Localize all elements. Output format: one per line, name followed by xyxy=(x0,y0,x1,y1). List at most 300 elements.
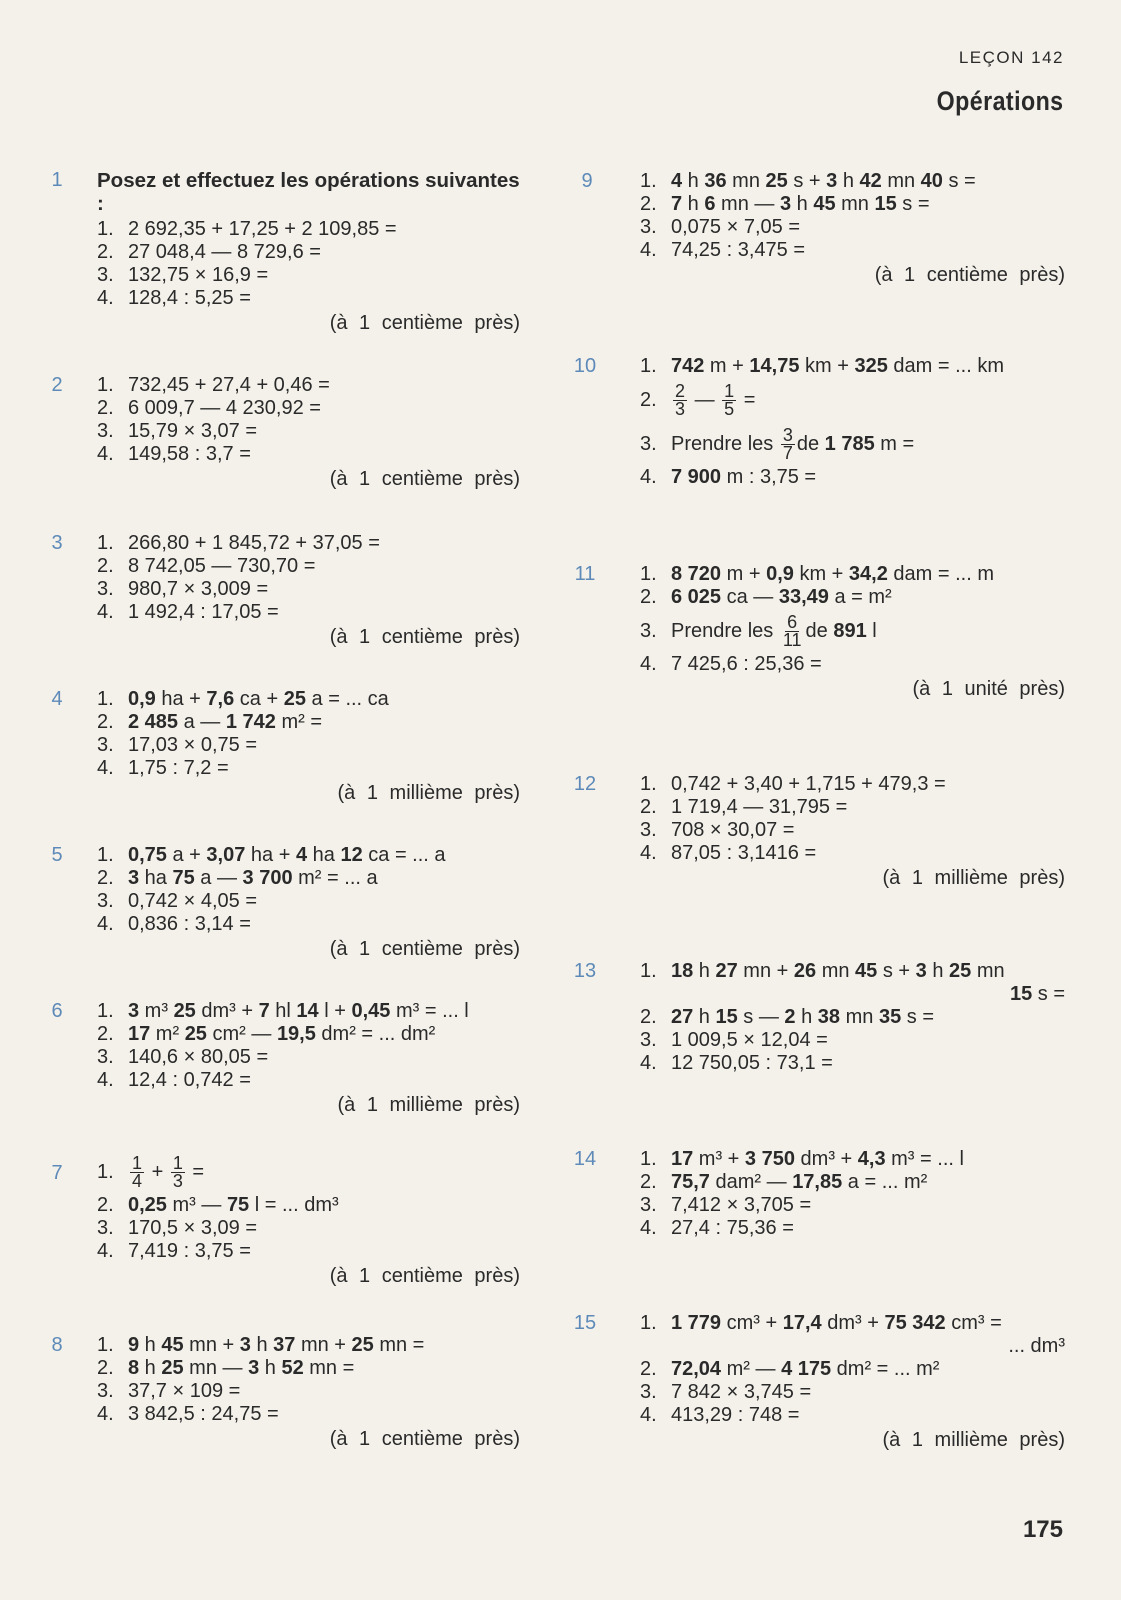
bold-value: 45 xyxy=(855,960,878,982)
operation-text xyxy=(128,1403,279,1426)
text-segment: a = ... ca xyxy=(305,688,389,710)
exercise-number: 14 xyxy=(573,1148,597,1170)
bold-value: 75 xyxy=(172,867,195,889)
line-index: 3. xyxy=(640,1029,657,1051)
exercise-number: 6 xyxy=(51,1000,63,1022)
operation-line xyxy=(97,532,520,555)
operation-line xyxy=(97,1046,520,1069)
exercise-12 xyxy=(573,773,1065,890)
bold-value: 8 xyxy=(128,1357,140,1379)
operation-text xyxy=(128,1334,424,1357)
text-segment: m : 3,75 = xyxy=(721,466,817,488)
fraction: $\frac{3}{7}$ xyxy=(782,425,793,464)
operation-text xyxy=(128,1380,240,1403)
text-segment: 74,25 : 3,475 = xyxy=(671,239,806,261)
operation-line xyxy=(97,578,520,601)
exercise-10 xyxy=(573,355,1065,489)
text-segment: ... dm³ xyxy=(1008,1335,1065,1357)
operation-text xyxy=(128,443,251,466)
operation-text xyxy=(671,1148,964,1171)
text-segment: 1 492,4 : 17,05 = xyxy=(128,601,279,623)
operation-text xyxy=(671,239,805,262)
precision-note: (à 1 millième près) xyxy=(337,782,520,804)
line-index: 1. xyxy=(97,1334,114,1356)
operation-text xyxy=(671,1006,934,1029)
exercise-instruction: Posez et effectuez les opérations suivantes : xyxy=(97,169,520,215)
operation-line xyxy=(97,1240,520,1263)
text-segment: 8 742,05 — 730,70 = xyxy=(128,555,316,577)
text-segment: h xyxy=(795,1006,818,1028)
bold-value: 0,25 xyxy=(128,1194,167,1216)
text-segment: s — xyxy=(737,1006,785,1028)
bold-value: 42 xyxy=(859,170,882,192)
bold-value: 75,7 xyxy=(671,1171,710,1193)
line-index: 4. xyxy=(97,757,114,779)
text-segment: dm³ + xyxy=(195,1000,259,1022)
operation-text xyxy=(671,773,946,796)
text-segment: ha xyxy=(307,844,341,866)
line-index: 2. xyxy=(640,1358,657,1380)
text-segment: dm² = ... m² xyxy=(831,1358,940,1380)
operation-line xyxy=(97,688,520,711)
bold-value: 14 xyxy=(296,1000,319,1022)
line-index: 2. xyxy=(640,796,657,818)
text-segment: 732,45 + 27,4 + 0,46 = xyxy=(128,374,330,396)
operation-line xyxy=(640,170,1065,193)
exercise-6 xyxy=(51,1000,520,1117)
operation-text xyxy=(128,711,322,734)
operation-text xyxy=(128,688,389,711)
operation-line xyxy=(97,890,520,913)
line-index: 3. xyxy=(97,734,114,756)
bold-value: 17,85 xyxy=(792,1171,843,1193)
text-segment: s = xyxy=(901,1006,934,1028)
operation-text xyxy=(671,1358,939,1381)
exercise-8 xyxy=(51,1334,520,1451)
bold-value: 6 025 xyxy=(671,586,722,608)
operation-line xyxy=(640,1404,1065,1427)
text-segment: m + xyxy=(704,355,750,377)
text-segment: l + xyxy=(318,1000,352,1022)
line-index: 2. xyxy=(97,1023,114,1045)
operation-line xyxy=(97,1334,520,1357)
operation-line xyxy=(97,867,520,890)
line-index: 4. xyxy=(97,913,114,935)
line-index: 3. xyxy=(640,1194,657,1216)
text-segment: 132,75 × 16,9 = xyxy=(128,264,269,286)
text-segment: 1 009,5 × 12,04 = xyxy=(671,1029,828,1051)
operation-text xyxy=(128,867,378,890)
line-index: 3. xyxy=(640,1381,657,1403)
text-segment: 7 425,6 : 25,36 = xyxy=(671,653,822,675)
text-segment: 3 842,5 : 24,75 = xyxy=(128,1403,279,1425)
line-index: 2. xyxy=(97,867,114,889)
bold-value: 8 720 xyxy=(671,563,722,585)
operation-text xyxy=(671,466,816,489)
bold-value: 18 xyxy=(671,960,694,982)
operation-text xyxy=(671,355,1004,378)
exercise-number: 7 xyxy=(51,1162,63,1184)
bold-value: 0,75 xyxy=(128,844,167,866)
bold-value: 17 xyxy=(128,1023,151,1045)
bold-value: 12 xyxy=(340,844,363,866)
lesson-label: LEÇON 142 xyxy=(958,48,1064,67)
line-index: 3. xyxy=(97,1380,114,1402)
operation-line xyxy=(97,264,520,287)
text-segment: h xyxy=(791,193,814,215)
text-segment: h xyxy=(682,193,705,215)
operation-line xyxy=(97,1023,520,1046)
precision-note: (à 1 centième près) xyxy=(329,626,520,648)
text-segment: mn xyxy=(816,960,856,982)
operation-text xyxy=(128,264,268,287)
operation-line xyxy=(640,1358,1065,1381)
bold-value: 3 xyxy=(826,170,838,192)
bold-value: 19,5 xyxy=(276,1023,316,1045)
operation-text xyxy=(128,287,251,310)
text-segment: hl xyxy=(269,1000,297,1022)
exercise-4 xyxy=(51,688,520,805)
text-segment: 149,58 : 3,7 = xyxy=(128,443,251,465)
operation-line xyxy=(97,555,520,578)
text-segment: 12,4 : 0,742 = xyxy=(128,1069,251,1091)
text-segment: ca + xyxy=(234,688,284,710)
text-segment: dm³ + xyxy=(821,1312,885,1334)
operation-text xyxy=(128,241,321,264)
operation-line xyxy=(97,734,520,757)
operation-line xyxy=(97,287,520,310)
precision-note: (à 1 millième près) xyxy=(882,1429,1065,1451)
text-segment: 7,419 : 3,75 = xyxy=(128,1240,251,1262)
text-segment: mn = xyxy=(373,1334,425,1356)
text-segment: m³ = ... l xyxy=(390,1000,469,1022)
bold-value: 3 xyxy=(128,867,140,889)
text-segment: s = xyxy=(942,170,976,192)
exercise-number: 10 xyxy=(573,355,597,377)
text-segment: 17,03 × 0,75 = xyxy=(128,734,258,756)
bold-value: 4,3 xyxy=(857,1148,886,1170)
exercise-number: 4 xyxy=(51,688,63,710)
text-segment: 266,80 + 1 845,72 + 37,05 = xyxy=(128,532,380,554)
line-index: 3. xyxy=(640,819,657,841)
operation-line xyxy=(97,420,520,443)
line-index: 1. xyxy=(97,218,114,240)
operation-line xyxy=(640,239,1065,262)
text-segment: m³ + xyxy=(693,1148,745,1170)
precision-note: (à 1 millième près) xyxy=(337,1094,520,1116)
text-segment: mn xyxy=(835,193,875,215)
text-segment: mn — xyxy=(715,193,780,215)
text-segment: 170,5 × 3,09 = xyxy=(128,1217,258,1239)
operation-text xyxy=(128,578,268,601)
line-index: 4. xyxy=(97,1069,114,1091)
text-segment: 7,412 × 3,705 = xyxy=(671,1194,812,1216)
operation-line xyxy=(640,842,1065,865)
text-segment: 6 009,7 — 4 230,92 = xyxy=(128,397,321,419)
text-segment: h xyxy=(250,1334,274,1356)
exercise-7 xyxy=(51,1150,520,1288)
exercise-5 xyxy=(51,844,520,961)
operation-text xyxy=(128,397,321,420)
operation-line: 3. Prendre les $\frac{3}{7}$ de 1 785 m = xyxy=(640,422,1065,466)
text-segment: 37,7 × 109 = xyxy=(128,1380,241,1402)
text-segment: 1 719,4 — 31,795 = xyxy=(671,796,848,818)
text-segment: mn — xyxy=(183,1357,249,1379)
exercise-number: 9 xyxy=(581,170,593,192)
line-index: 3. xyxy=(640,433,657,455)
bold-value: 25 xyxy=(161,1357,184,1379)
bold-value: 14,75 xyxy=(749,355,800,377)
line-index: 2. xyxy=(97,1357,114,1379)
operation-text xyxy=(671,796,847,819)
bold-value: 3 700 xyxy=(242,867,293,889)
operation-text xyxy=(671,842,816,865)
bold-value: 25 xyxy=(173,1000,196,1022)
bold-value: 52 xyxy=(281,1357,304,1379)
precision-note: (à 1 centième près) xyxy=(874,264,1065,286)
exercise-number: 12 xyxy=(573,773,597,795)
operation-text xyxy=(128,1217,257,1240)
exercise-number: 11 xyxy=(574,563,596,585)
text-segment: km + xyxy=(799,355,855,377)
text-segment: 0,742 × 4,05 = xyxy=(128,890,258,912)
operation-line xyxy=(640,563,1065,586)
operation-text xyxy=(671,653,822,676)
operation-text xyxy=(671,1171,927,1194)
exercise-9 xyxy=(581,170,1065,287)
exercise-13 xyxy=(573,960,1065,1075)
fraction: $\frac{2}{3}$ xyxy=(675,381,686,420)
text-segment: dm² = ... dm² xyxy=(315,1023,436,1045)
line-continuation xyxy=(640,983,1065,1006)
bold-value: 25 xyxy=(949,960,972,982)
operation-text xyxy=(128,1357,354,1380)
line-index: 4. xyxy=(640,1052,657,1074)
line-index: 1. xyxy=(97,1161,114,1183)
operation-line: 2. $\frac{2}{3}$ — $\frac{1}{5}$ = xyxy=(640,378,1065,422)
text-segment: mn xyxy=(840,1006,879,1028)
precision-note: (à 1 centième près) xyxy=(329,1265,520,1287)
bold-value: 742 xyxy=(671,355,705,377)
operation-line xyxy=(640,773,1065,796)
text-segment: m + xyxy=(721,563,767,585)
line-index: 3. xyxy=(97,1217,114,1239)
bold-value: 6 xyxy=(704,193,716,215)
bold-value: 3 xyxy=(915,960,927,982)
operation-text xyxy=(128,1046,268,1069)
line-index: 4. xyxy=(97,601,114,623)
text-segment: dam = ... km xyxy=(887,355,1004,377)
operation-line xyxy=(97,1217,520,1240)
operation-line xyxy=(97,1380,520,1403)
bold-value: 36 xyxy=(704,170,727,192)
operation-line xyxy=(97,1069,520,1092)
bold-value: 25 xyxy=(351,1334,374,1356)
text-segment: 12 750,05 : 73,1 = xyxy=(671,1052,833,1074)
operation-line xyxy=(97,913,520,936)
operation-line xyxy=(640,1052,1065,1075)
exercise-number: 8 xyxy=(51,1334,63,1356)
operation-text xyxy=(128,890,257,913)
line-index: 3. xyxy=(640,216,657,238)
bold-value: 9 xyxy=(128,1334,140,1356)
line-index: 3. xyxy=(97,890,114,912)
text-segment: 27,4 : 75,36 = xyxy=(671,1217,794,1239)
operation-text xyxy=(671,216,800,239)
operation-line xyxy=(640,1006,1065,1029)
operation-line xyxy=(97,1403,520,1426)
line-index: 1. xyxy=(97,374,114,396)
operation-line xyxy=(97,374,520,397)
operation-line xyxy=(97,601,520,624)
text-segment: 0,742 + 3,40 + 1,715 + 479,3 = xyxy=(671,773,946,795)
operation-line xyxy=(640,586,1065,609)
exercise-3 xyxy=(51,532,520,649)
exercise-15 xyxy=(573,1312,1065,1452)
text-segment: s = xyxy=(1032,983,1065,1005)
bold-value: 7 xyxy=(671,193,683,215)
bold-value: 4 175 xyxy=(781,1358,832,1380)
bold-value: 1 779 xyxy=(671,1312,722,1334)
operation-line xyxy=(640,1029,1065,1052)
bold-value: 3 750 xyxy=(744,1148,795,1170)
bold-value: 0,45 xyxy=(351,1000,391,1022)
line-index: 4. xyxy=(97,287,114,309)
line-index: 1. xyxy=(640,1312,657,1334)
operation-line xyxy=(640,355,1065,378)
operation-line xyxy=(97,218,520,241)
precision-note: (à 1 centième près) xyxy=(329,312,520,334)
line-index: 1. xyxy=(97,844,114,866)
text-segment: ha + xyxy=(155,688,207,710)
text-segment: ca = ... a xyxy=(362,844,446,866)
text-segment: 7 842 × 3,745 = xyxy=(671,1381,812,1403)
operation-line xyxy=(640,1148,1065,1171)
bold-value: 37 xyxy=(273,1334,296,1356)
bold-value: 35 xyxy=(878,1006,902,1028)
text-segment: m² = ... a xyxy=(292,867,378,889)
text-segment: ha + xyxy=(245,844,296,866)
operation-line xyxy=(640,1194,1065,1217)
operation-text xyxy=(671,1217,794,1240)
bold-value: 7 900 xyxy=(671,466,722,488)
bold-value: 3,07 xyxy=(206,844,246,866)
line-index: 3. xyxy=(97,264,114,286)
text-segment: a = ... m² xyxy=(842,1171,928,1193)
line-index: 2. xyxy=(640,193,657,215)
line-index: 2. xyxy=(97,711,114,733)
text-segment: a = m² xyxy=(828,586,892,608)
line-index: 2. xyxy=(640,586,657,608)
line-index: 2. xyxy=(97,1194,114,1216)
text-segment: s + xyxy=(877,960,916,982)
operation-text xyxy=(671,563,994,586)
bold-value: 38 xyxy=(817,1006,841,1028)
operation-line xyxy=(640,1312,1065,1335)
line-continuation xyxy=(640,1335,1065,1358)
text-segment: h xyxy=(926,960,950,982)
bold-value: 25 xyxy=(283,688,306,710)
text-segment: l = ... dm³ xyxy=(249,1194,339,1216)
precision-note: (à 1 unité près) xyxy=(912,678,1065,700)
text-segment: km + xyxy=(793,563,849,585)
operation-line xyxy=(97,1000,520,1023)
text-segment: ca — xyxy=(721,586,779,608)
exercise-number: 15 xyxy=(573,1312,597,1334)
bold-value: 325 xyxy=(854,355,888,377)
text-segment: a — xyxy=(194,867,243,889)
line-index: 4. xyxy=(97,1403,114,1425)
bold-value: 33,49 xyxy=(778,586,829,608)
operation-line xyxy=(640,819,1065,842)
text-segment: mn xyxy=(726,170,766,192)
operation-text xyxy=(671,1381,811,1404)
text-segment: h xyxy=(682,170,705,192)
operation-text xyxy=(128,555,315,578)
operation-line xyxy=(97,1194,520,1217)
text-segment: a + xyxy=(166,844,207,866)
text-segment: cm³ = xyxy=(945,1312,1002,1334)
precision-note: (à 1 centième près) xyxy=(329,468,520,490)
bold-value: 1 742 xyxy=(225,711,276,733)
text-segment: 1,75 : 7,2 = xyxy=(128,757,229,779)
operation-line xyxy=(640,216,1065,239)
text-segment: 980,7 × 3,009 = xyxy=(128,578,269,600)
operation-line: 1. $\frac{1}{4}$ + $\frac{1}{3}$ = xyxy=(97,1150,520,1194)
operation-line xyxy=(640,193,1065,216)
text-segment: 140,6 × 80,05 = xyxy=(128,1046,269,1068)
line-index: 4. xyxy=(97,1240,114,1262)
bold-value: 4 xyxy=(295,844,308,866)
operation-text xyxy=(128,913,251,936)
line-index: 4. xyxy=(640,239,657,261)
line-index: 1. xyxy=(640,773,657,795)
operation-text xyxy=(128,532,380,555)
operation-text xyxy=(671,1312,1002,1335)
fraction: $\frac{6}{11}$ xyxy=(782,612,802,651)
operation-line xyxy=(97,397,520,420)
text-segment: h xyxy=(139,1357,162,1379)
operation-text xyxy=(128,1023,435,1046)
line-index: 2. xyxy=(97,397,114,419)
text-segment: 2 692,35 + 17,25 + 2 109,85 = xyxy=(128,218,397,240)
text-segment: 0,075 × 7,05 = xyxy=(671,216,801,238)
operation-text xyxy=(128,757,229,780)
operation-line xyxy=(640,466,1065,489)
bold-value: 3 xyxy=(128,1000,140,1022)
text-segment: m² xyxy=(150,1023,185,1045)
operation-text xyxy=(128,218,397,241)
line-index: 1. xyxy=(640,960,657,982)
line-index: 4. xyxy=(640,1217,657,1239)
bold-value: 7 xyxy=(258,1000,270,1022)
line-index: 3. xyxy=(640,620,657,642)
text-segment: 0,836 : 3,14 = xyxy=(128,913,251,935)
text-segment: 128,4 : 5,25 = xyxy=(128,287,251,309)
text-segment: h xyxy=(837,170,860,192)
bold-value: 75 xyxy=(226,1194,250,1216)
line-index: 2. xyxy=(640,1006,657,1028)
line-index: 4. xyxy=(640,842,657,864)
operation-line xyxy=(640,1381,1065,1404)
text-segment: 27 048,4 — 8 729,6 = xyxy=(128,241,321,263)
operation-line xyxy=(97,757,520,780)
line-index: 1. xyxy=(97,532,114,554)
exercise-1 xyxy=(51,169,520,335)
text-segment: 87,05 : 3,1416 = xyxy=(671,842,817,864)
page-title: Opérations xyxy=(937,86,1064,116)
text-segment: m³ = ... l xyxy=(885,1148,964,1170)
